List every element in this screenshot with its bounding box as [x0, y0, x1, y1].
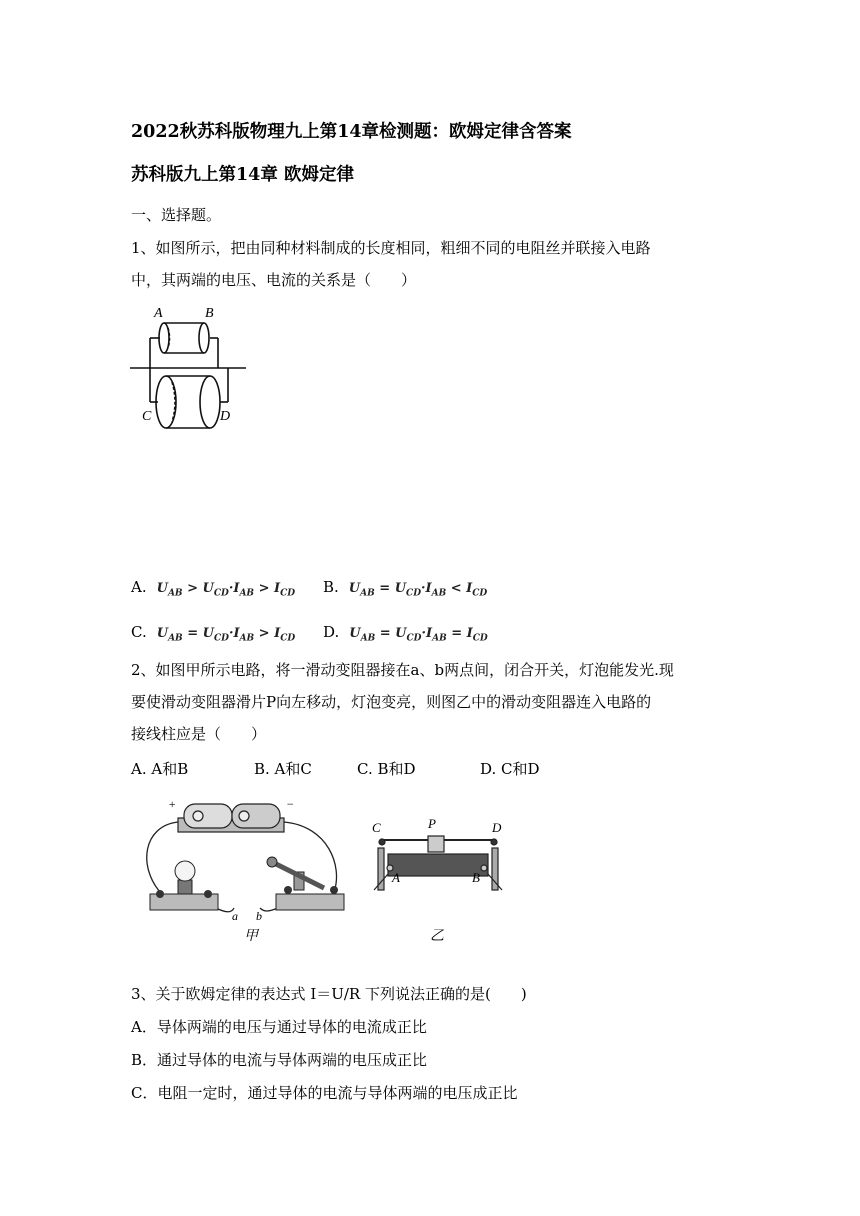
q1-option-d[interactable]: D. $U_{AB} = U_{CD}\cdot I_{AB} = I_{CD}$: [323, 623, 488, 644]
q2-text-line3: 接线柱应是（ ）: [131, 725, 267, 743]
q1-option-a-i-rel: >: [258, 581, 270, 596]
battery-plus-label: +: [168, 797, 177, 811]
figure-yi-caption: 乙: [430, 929, 444, 944]
battery-minus-label: −: [286, 797, 295, 811]
q1-option-c-u-rel: =: [187, 626, 199, 641]
q2-option-c[interactable]: C. B和D: [357, 760, 416, 778]
q1-option-c-i-rel: >: [258, 626, 270, 641]
rheostat-label-d: D: [492, 820, 502, 835]
terminal-b-label: b: [256, 909, 262, 923]
q3-text: 3、关于欧姆定律的表达式 I＝U/R 下列说法正确的是( ): [131, 985, 527, 1003]
q1-option-b-key: B.: [323, 578, 339, 596]
q1-label-a: A: [154, 306, 163, 321]
q1-option-b-i-rel: <: [450, 581, 462, 596]
q1-label-b: B: [205, 306, 214, 321]
q1-option-d-key: D.: [323, 623, 340, 641]
q1-option-a-key: A.: [131, 578, 147, 596]
q2-option-d[interactable]: D. C和D: [480, 760, 540, 778]
document-title: 2022秋苏科版物理九上第14章检测题：欧姆定律含答案: [131, 122, 572, 142]
q1-text-line1: 1、如图所示，把由同种材料制成的长度相同，粗细不同的电阻丝并联接入电路: [131, 239, 651, 257]
q1-option-a-u-rel: >: [187, 581, 198, 596]
q3-option-a[interactable]: A．导体两端的电压与通过导体的电流成正比: [131, 1018, 427, 1036]
q3-option-c[interactable]: C．电阻一定时，通过导体的电流与导体两端的电压成正比: [131, 1084, 518, 1102]
q1-option-b-u-rel: =: [379, 581, 391, 596]
rheostat-label-p: P: [428, 816, 436, 831]
rheostat-label-a: A: [392, 870, 400, 885]
q1-label-d: D: [220, 409, 231, 424]
q2-text-line2: 要使滑动变阻器滑片P向左移动，灯泡变亮，则图乙中的滑动变阻器连入电路的: [131, 693, 652, 711]
terminal-a-label: a: [232, 909, 238, 923]
q2-text-line1: 2、如图甲所示电路，将一滑动变阻器接在a、b两点间，闭合开关，灯泡能发光.现: [131, 661, 674, 679]
q1-text-line2: 中，其两端的电压、电流的关系是（ ）: [131, 271, 417, 289]
chapter-title: 苏科版九上第14章 欧姆定律: [131, 165, 354, 185]
q1-option-a[interactable]: A. $U_{AB} > U_{CD}\cdot I_{AB} > I_{CD}$: [131, 578, 296, 599]
q2-option-b[interactable]: B. A和C: [254, 760, 312, 778]
section-heading: 一、选择题。: [131, 206, 222, 224]
q1-label-c: C: [142, 409, 152, 424]
q2-option-a[interactable]: A. A和B: [131, 760, 189, 778]
q1-option-c-key: C.: [131, 623, 147, 641]
q3-option-b[interactable]: B．通过导体的电流与导体两端的电压成正比: [131, 1051, 428, 1069]
q1-option-d-u-rel: =: [379, 626, 391, 641]
rheostat-label-b: B: [472, 870, 480, 885]
q2-rheostat-figure-yi: [368, 812, 518, 944]
q1-option-d-i-rel: =: [451, 626, 463, 641]
q1-option-c[interactable]: C. $U_{AB} = U_{CD}\cdot I_{AB} > I_{CD}$: [131, 623, 296, 644]
rheostat-label-c: C: [372, 820, 381, 835]
q1-parallel-wires-figure: [128, 300, 248, 430]
q2-circuit-figure-jia: [138, 796, 358, 944]
figure-jia-caption: 甲: [244, 929, 258, 944]
q1-option-b[interactable]: B. $U_{AB} = U_{CD}\cdot I_{AB} < I_{CD}$: [323, 578, 488, 599]
